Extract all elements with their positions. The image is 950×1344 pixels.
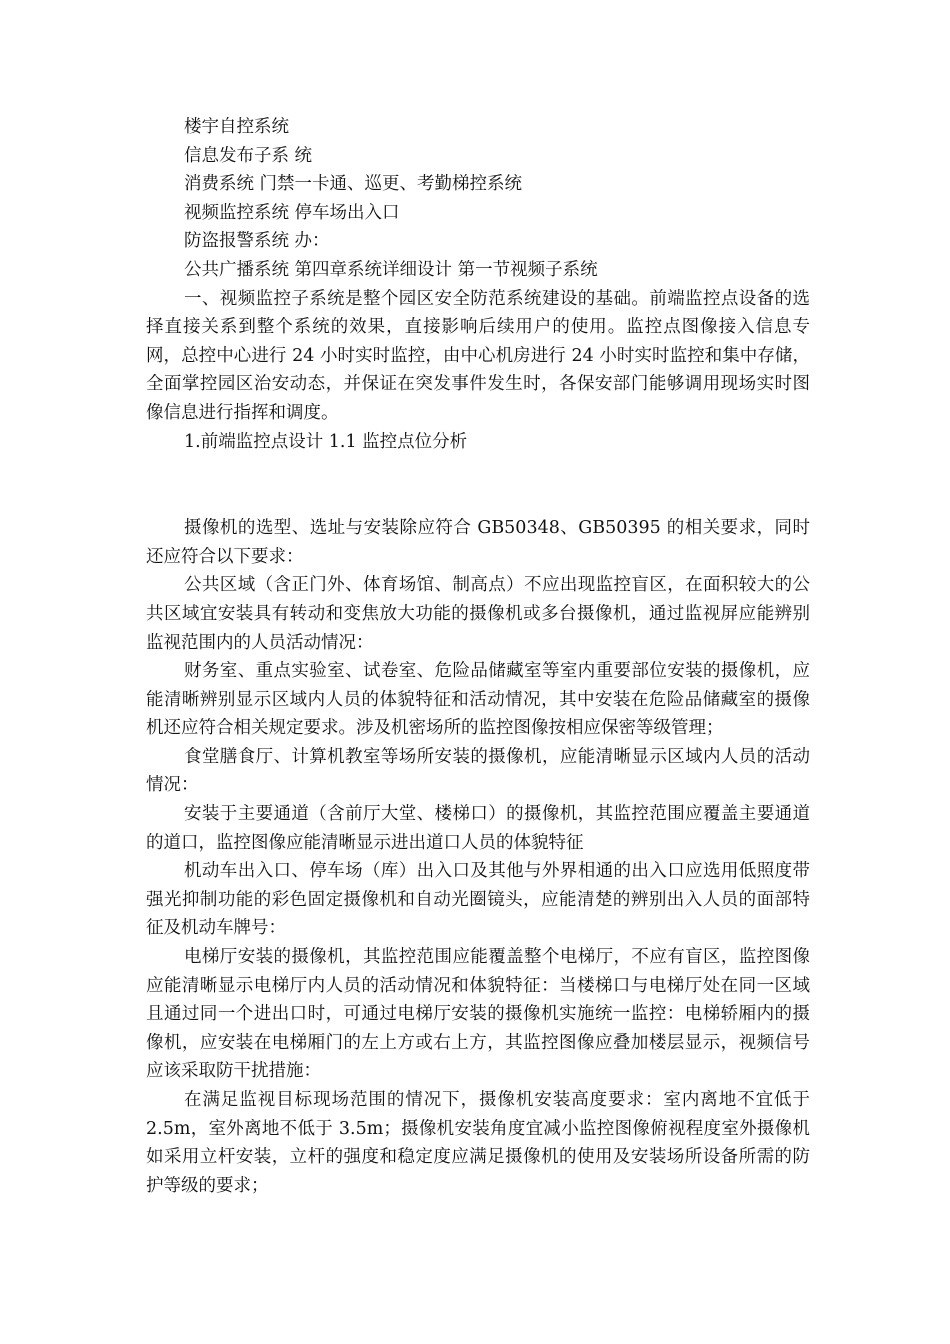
body-paragraph-1: 摄像机的选型、选址与安装除应符合 GB50348、GB50395 的相关要求，同时还应符合以下要求：	[146, 518, 810, 567]
list-line-4: 视频监控系统 停车场出入口	[184, 202, 400, 223]
intro-paragraph: 一、视频监控子系统是整个园区安全防范系统建设的基础。前端监控点设备的选择直接关系到整个系统的效果，直接影响后续用户的使用。监控点图像接入信息专网，总控中心进行 24 小时实时监控，由中心机房进行 24 小时实时监控和集中存储，全面掌控园区治安动态，并保证在突发事件发生时，各保安部门能够调用现场实时图像信息进行指挥和调度。	[146, 288, 810, 423]
list-line-2: 信息发布子系 统	[184, 145, 313, 166]
blank-space	[146, 456, 810, 514]
body-paragraph-4: 食堂膳食厅、计算机教室等场所安装的摄像机，应能清晰显示区域内人员的活动情况：	[146, 746, 810, 796]
body-paragraph-3: 财务室、重点实验室、试卷室、危险品储藏室等室内重要部位安装的摄像机，应能清晰辨别显示区域内人员的体貌特征和活动情况，其中安装在危险品储藏室的摄像机还应符合相关规定要求。涉及机密场所的监控图像按相应保密等级管理；	[146, 661, 810, 739]
list-line-3: 消费系统 门禁一卡通、巡更、考勤梯控系统	[184, 174, 523, 195]
document-body	[146, 113, 810, 1200]
body-paragraph-8: 在满足监视目标现场范围的情况下，摄像机安装高度要求：室内离地不宜低于 2.5m，室外离地不低于 3.5m；摄像机安装角度宜减小监控图像俯视程度室外摄像机如采用立杆安装，立杆的强度和稳定度应满足摄像机的使用及安装场所设备所需的防护等级的要求；	[146, 1090, 810, 1196]
list-line-1: 楼宇自控系统	[184, 117, 289, 137]
section-heading: 1.前端监控点设计 1.1 监控点位分析	[184, 431, 468, 452]
list-line-6: 公共广播系统 第四章系统详细设计 第一节视频子系统	[184, 259, 598, 280]
body-paragraph-2: 公共区域（含正门外、体育场馆、制高点）不应出现监控盲区，在面积较大的公共区域宜安装具有转动和变焦放大功能的摄像机或多台摄像机，通过监视屏应能辨别监视范围内的人员活动情况：	[146, 575, 810, 653]
body-paragraph-6: 机动车出入口、停车场（库）出入口及其他与外界相通的出入口应选用低照度带强光抑制功能的彩色固定摄像机和自动光圈镜头，应能清楚的辨别出入人员的面部特征及机动车牌号：	[146, 861, 810, 939]
body-paragraph-7: 电梯厅安装的摄像机，其监控范围应能覆盖整个电梯厅，不应有盲区，监控图像应能清晰显示电梯厅内人员的活动情况和体貌特征：当楼梯口与电梯厅处在同一区域且通过同一个进出口时，可通过电梯厅安装的摄像机实施统一监控：电梯轿厢内的摄像机，应安装在电梯厢门的左上方或右上方，其监控图像应叠加楼层显示，视频信号应该采取防干扰措施：	[146, 947, 810, 1082]
body-paragraph-5: 安装于主要通道（含前厅大堂、楼梯口）的摄像机，其监控范围应覆盖主要通道的道口，监控图像应能清晰显示进出道口人员的体貌特征	[146, 804, 810, 853]
list-line-5: 防盗报警系统 办：	[184, 231, 330, 252]
